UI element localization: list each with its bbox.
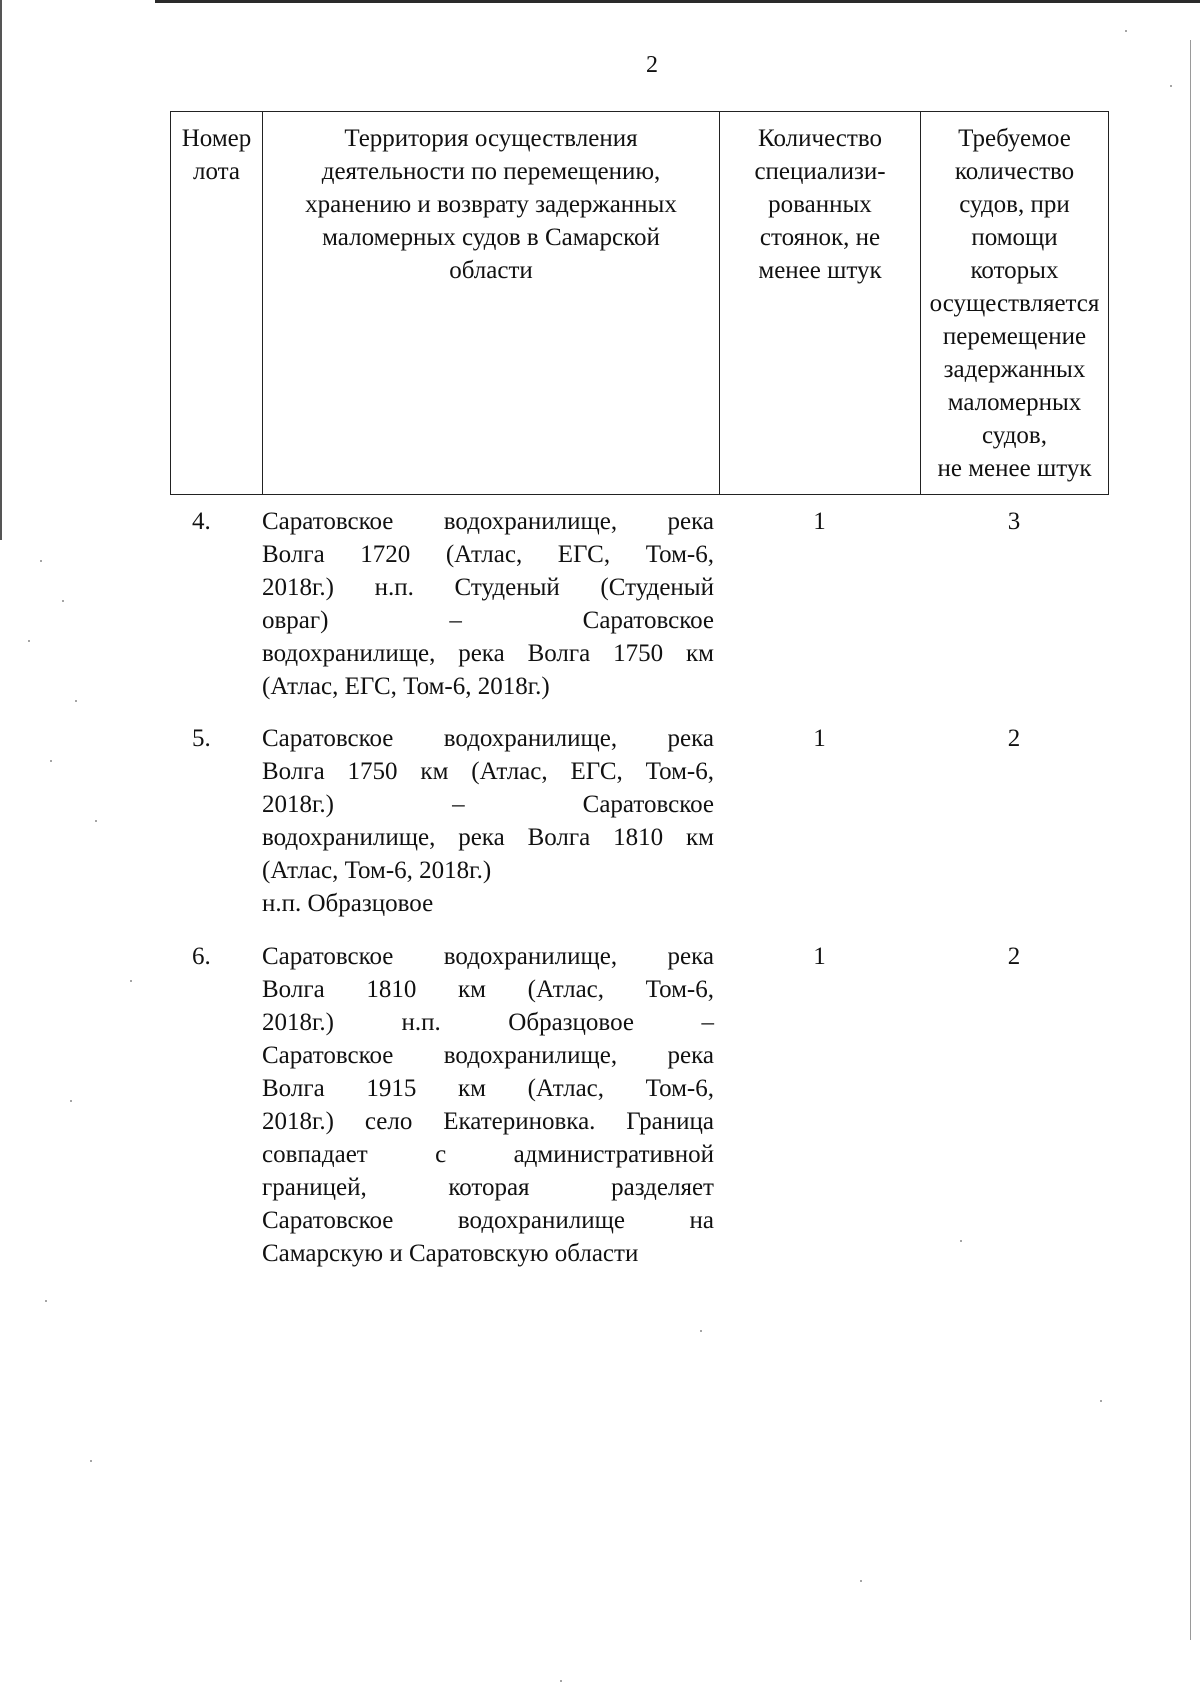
header-line: специализи-	[754, 158, 886, 185]
header-line: судов,	[982, 422, 1047, 449]
header-line: маломерных судов в Самарской	[322, 224, 660, 251]
territory-line: (Атлас, ЕГС, Том-6, 2018г.)	[262, 673, 550, 700]
territory-line: н.п. Образцовое	[262, 890, 434, 917]
territory-line: Волга 1720 (Атлас, ЕГС, Том-6,	[262, 541, 714, 568]
header-lot-number	[171, 112, 263, 495]
header-line: судов, при	[959, 191, 1070, 218]
header-line: которых	[970, 257, 1059, 284]
territory-line: Саратовское водохранилище, река	[262, 725, 714, 752]
territory-cell	[262, 940, 714, 1270]
header-territory	[263, 112, 720, 495]
territory-line: границей, которая разделяет	[262, 1174, 714, 1201]
territory-cell	[262, 722, 714, 920]
territory-line: 2018г.) н.п. Образцовое –	[262, 1009, 714, 1036]
parkings-count: 1	[813, 508, 826, 535]
territory-line: 2018г.) н.п. Студеный (Студеный	[262, 574, 714, 601]
territory-line: овраг) – Саратовское	[262, 607, 714, 634]
territory-line: Волга 1750 км (Атлас, ЕГС, Том-6,	[262, 758, 714, 785]
header-line: хранению и возврату задержанных	[305, 191, 677, 218]
territory-line: Волга 1915 км (Атлас, Том-6,	[262, 1075, 714, 1102]
territory-line: 2018г.) село Екатериновка. Граница	[262, 1108, 714, 1135]
header-line: Территория осуществления	[344, 125, 638, 152]
header-line: деятельности по перемещению,	[321, 158, 661, 185]
header-line: не менее штук	[937, 455, 1092, 482]
header-line: лота	[193, 158, 240, 185]
header-line: менее штук	[758, 257, 882, 284]
boats-count: 2	[1007, 725, 1021, 752]
parkings-count: 1	[813, 943, 826, 970]
scan-border-top	[155, 0, 1200, 3]
boats-count: 2	[1007, 943, 1021, 970]
territory-line: Саратовское водохранилище, река	[262, 508, 714, 535]
header-boats-count	[921, 112, 1109, 495]
scan-border-right	[1190, 40, 1191, 1640]
header-line: стоянок, не	[759, 224, 881, 251]
header-line: задержанных	[943, 356, 1086, 383]
boats-count: 3	[1007, 508, 1021, 535]
territory-line: Саратовское водохранилище, река	[262, 1042, 714, 1069]
territory-line: водохранилище, река Волга 1810 км	[262, 824, 714, 851]
territory-line: 2018г.) – Саратовское	[262, 791, 714, 818]
territory-line: Саратовское водохранилище на	[262, 1207, 714, 1234]
territory-line: Волга 1810 км (Атлас, Том-6,	[262, 976, 714, 1003]
header-line: маломерных	[947, 389, 1082, 416]
header-line: области	[449, 257, 533, 284]
header-line: Требуемое	[958, 125, 1071, 152]
lot-number: 6.	[192, 943, 211, 970]
header-line: помощи	[971, 224, 1058, 251]
header-line: Количество	[758, 125, 882, 152]
table-header	[170, 111, 1109, 495]
lot-number: 5.	[192, 725, 211, 752]
header-line: Номер	[181, 125, 252, 152]
territory-cell	[262, 505, 714, 703]
page-number: 2	[646, 52, 658, 78]
header-parkings-count	[720, 112, 921, 495]
territory-line: совпадает с административной	[262, 1141, 714, 1168]
territory-line: Саратовское водохранилище, река	[262, 943, 714, 970]
header-line: количество	[954, 158, 1075, 185]
scan-border-left	[0, 0, 2, 540]
territory-line: (Атлас, Том-6, 2018г.)	[262, 857, 492, 884]
territory-line: водохранилище, река Волга 1750 км	[262, 640, 714, 667]
header-line: осуществляется	[929, 290, 1100, 317]
territory-line: Самарскую и Саратовскую области	[262, 1240, 639, 1267]
header-line: перемещение	[942, 323, 1087, 350]
header-line: рованных	[768, 191, 872, 218]
lot-number: 4.	[192, 508, 211, 535]
parkings-count: 1	[813, 725, 826, 752]
